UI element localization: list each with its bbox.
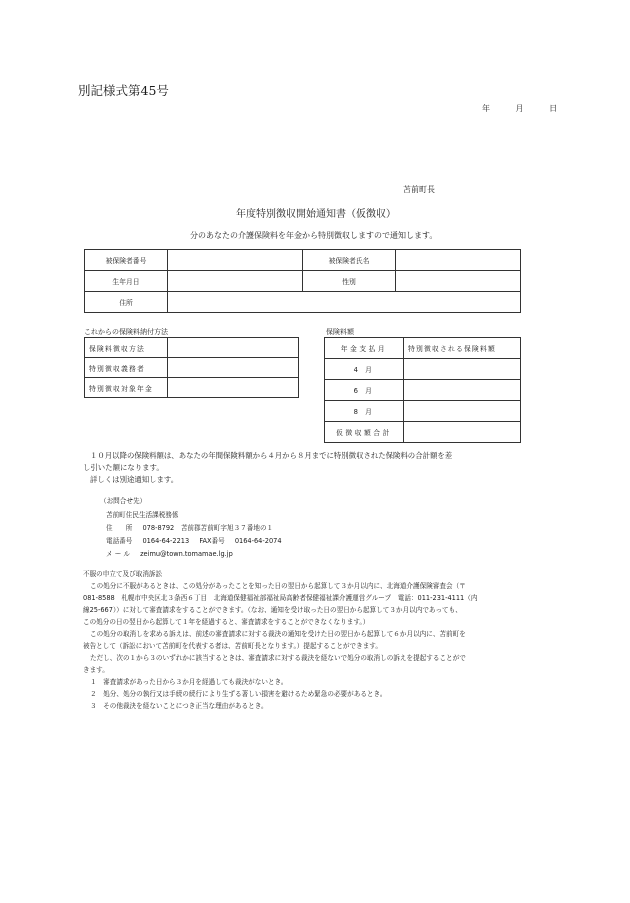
payment-method-table <box>84 337 299 398</box>
table-row <box>325 359 521 380</box>
note-line-2: し引いた額になります。 <box>83 463 164 472</box>
premium-amount-header: 特別徴収される保険料額 <box>404 338 521 359</box>
table-row <box>85 271 521 292</box>
premium-amount-table <box>324 337 521 443</box>
collection-method-value <box>168 338 299 358</box>
insured-number-label: 被保険者番号 <box>85 250 168 271</box>
note-line-1: １０月以降の保険料額は、あなたの年間保険料額から４月から８月までに特別徴収された保険料の合計額を差 <box>90 451 453 460</box>
table-row <box>325 422 521 443</box>
appeal-heading: 不服の申立て及び取消訴訟 <box>83 570 163 578</box>
birth-date-value <box>168 271 303 292</box>
appeal-line: ただし、次の１から３のいずれかに該当するときは、審査請求に対する裁決を経ないで処分の取消しの訴えを提起することがで <box>90 654 466 662</box>
appeal-line: この処分に不服があるときは、この処分があったことを知った日の翌日から起算して３か月以内に、北海道介護保険審査会（〒 <box>90 582 466 590</box>
fax-label: FAX番号 <box>199 537 225 545</box>
table-row <box>85 378 299 398</box>
table-row <box>85 250 521 271</box>
total-label: 仮徴収額合計 <box>325 422 404 443</box>
amount-june <box>404 380 521 401</box>
fax-value: 0164-64-2074 <box>234 537 282 545</box>
premium-amount-title: 保険料額 <box>326 328 354 336</box>
target-pension-value <box>168 378 299 398</box>
appeal-item: １ 審査請求があった日から３か月を経過しても裁決がないとき。 <box>90 678 288 686</box>
sex-label: 性別 <box>303 271 396 292</box>
month-june: 6 月 <box>325 380 404 401</box>
sex-value <box>396 271 521 292</box>
date-day: 日 <box>549 104 558 113</box>
month-august: 8 月 <box>325 401 404 422</box>
issuer: 苫前町長 <box>403 185 435 194</box>
contact-heading: （お問合せ先） <box>100 497 147 505</box>
address-label: 住所 <box>85 292 168 313</box>
total-value <box>404 422 521 443</box>
date-line <box>482 103 557 114</box>
note-line-3: 詳しくは別途通知します。 <box>90 475 179 484</box>
table-row <box>325 338 521 359</box>
collector-label: 特別徴収義務者 <box>85 358 168 378</box>
appeal-item: ２ 処分、処分の執行又は手続の続行により生ずる著しい損害を避けるため緊急の必要があるとき。 <box>90 690 387 698</box>
address-value <box>168 292 521 313</box>
payment-method-title: これからの保険料納付方法 <box>84 328 168 336</box>
target-pension-label: 特別徴収対象年金 <box>85 378 168 398</box>
contact-phone <box>106 535 282 545</box>
table-row <box>85 338 299 358</box>
date-month: 月 <box>515 104 524 113</box>
amount-august <box>404 401 521 422</box>
contact-office: 苫前町住民生活課税務係 <box>106 511 179 519</box>
address-value: 078-8792 苫前郡苫前町字旭３７番地の１ <box>142 524 274 532</box>
month-april: 4 月 <box>325 359 404 380</box>
phone-value: 0164-64-2213 <box>142 537 190 545</box>
date-year: 年 <box>482 104 490 113</box>
appeal-item: ３ その他裁決を経ないことにつき正当な理由があるとき。 <box>90 702 268 710</box>
contact-address <box>106 522 273 532</box>
appeal-line: 被告として（訴訟において苫前町を代表する者は、苫前町長となります。）提起することができます。 <box>83 642 382 650</box>
table-row <box>325 401 521 422</box>
insured-number-value <box>168 250 303 271</box>
contact-mail <box>106 548 233 558</box>
phone-label: 電話番号 <box>106 537 133 545</box>
collection-method-label: 保険料徴収方法 <box>85 338 168 358</box>
mail-label: メ ー ル <box>106 550 130 558</box>
document-title: 年度特別徴収開始通知書（仮徴収） <box>236 209 396 220</box>
mail-value: zeimu@town.tomamae.lg.jp <box>140 550 233 558</box>
amount-april <box>404 359 521 380</box>
appeal-line: この処分の日の翌日から起算して１年を経過すると、審査請求をすることができなくなります。） <box>83 618 370 626</box>
appeal-line: この処分の取消しを求める訴えは、前述の審査請求に対する裁決の通知を受けた日の翌日から起算して６か月以内に、苫前町を <box>90 630 466 638</box>
table-row <box>85 292 521 313</box>
intro-text: 分のあなたの介護保険料を年金から特別徴収しますので通知します。 <box>190 231 438 240</box>
appeal-line: きます。 <box>83 666 109 674</box>
pension-month-header: 年金支払月 <box>325 338 404 359</box>
address-label: 住 所 <box>106 524 133 532</box>
table-row <box>85 358 299 378</box>
appeal-line: 081-8588 札幌市中央区北３条西６丁目 北海道保健福祉部福祉局高齢者保健福祉課介護運営グループ 電話：011-231-4111（内 <box>83 594 478 602</box>
appeal-line: 線25-667））に対して審査請求をすることができます。（なお、通知を受け取った日の翌日から起算して３か月以内であっても、 <box>83 606 462 614</box>
insured-info-table <box>84 249 521 313</box>
birth-date-label: 生年月日 <box>85 271 168 292</box>
collector-value <box>168 358 299 378</box>
insured-name-label: 被保険者氏名 <box>303 250 396 271</box>
form-number: 別記様式第45号 <box>78 83 169 98</box>
table-row <box>325 380 521 401</box>
insured-name-value <box>396 250 521 271</box>
